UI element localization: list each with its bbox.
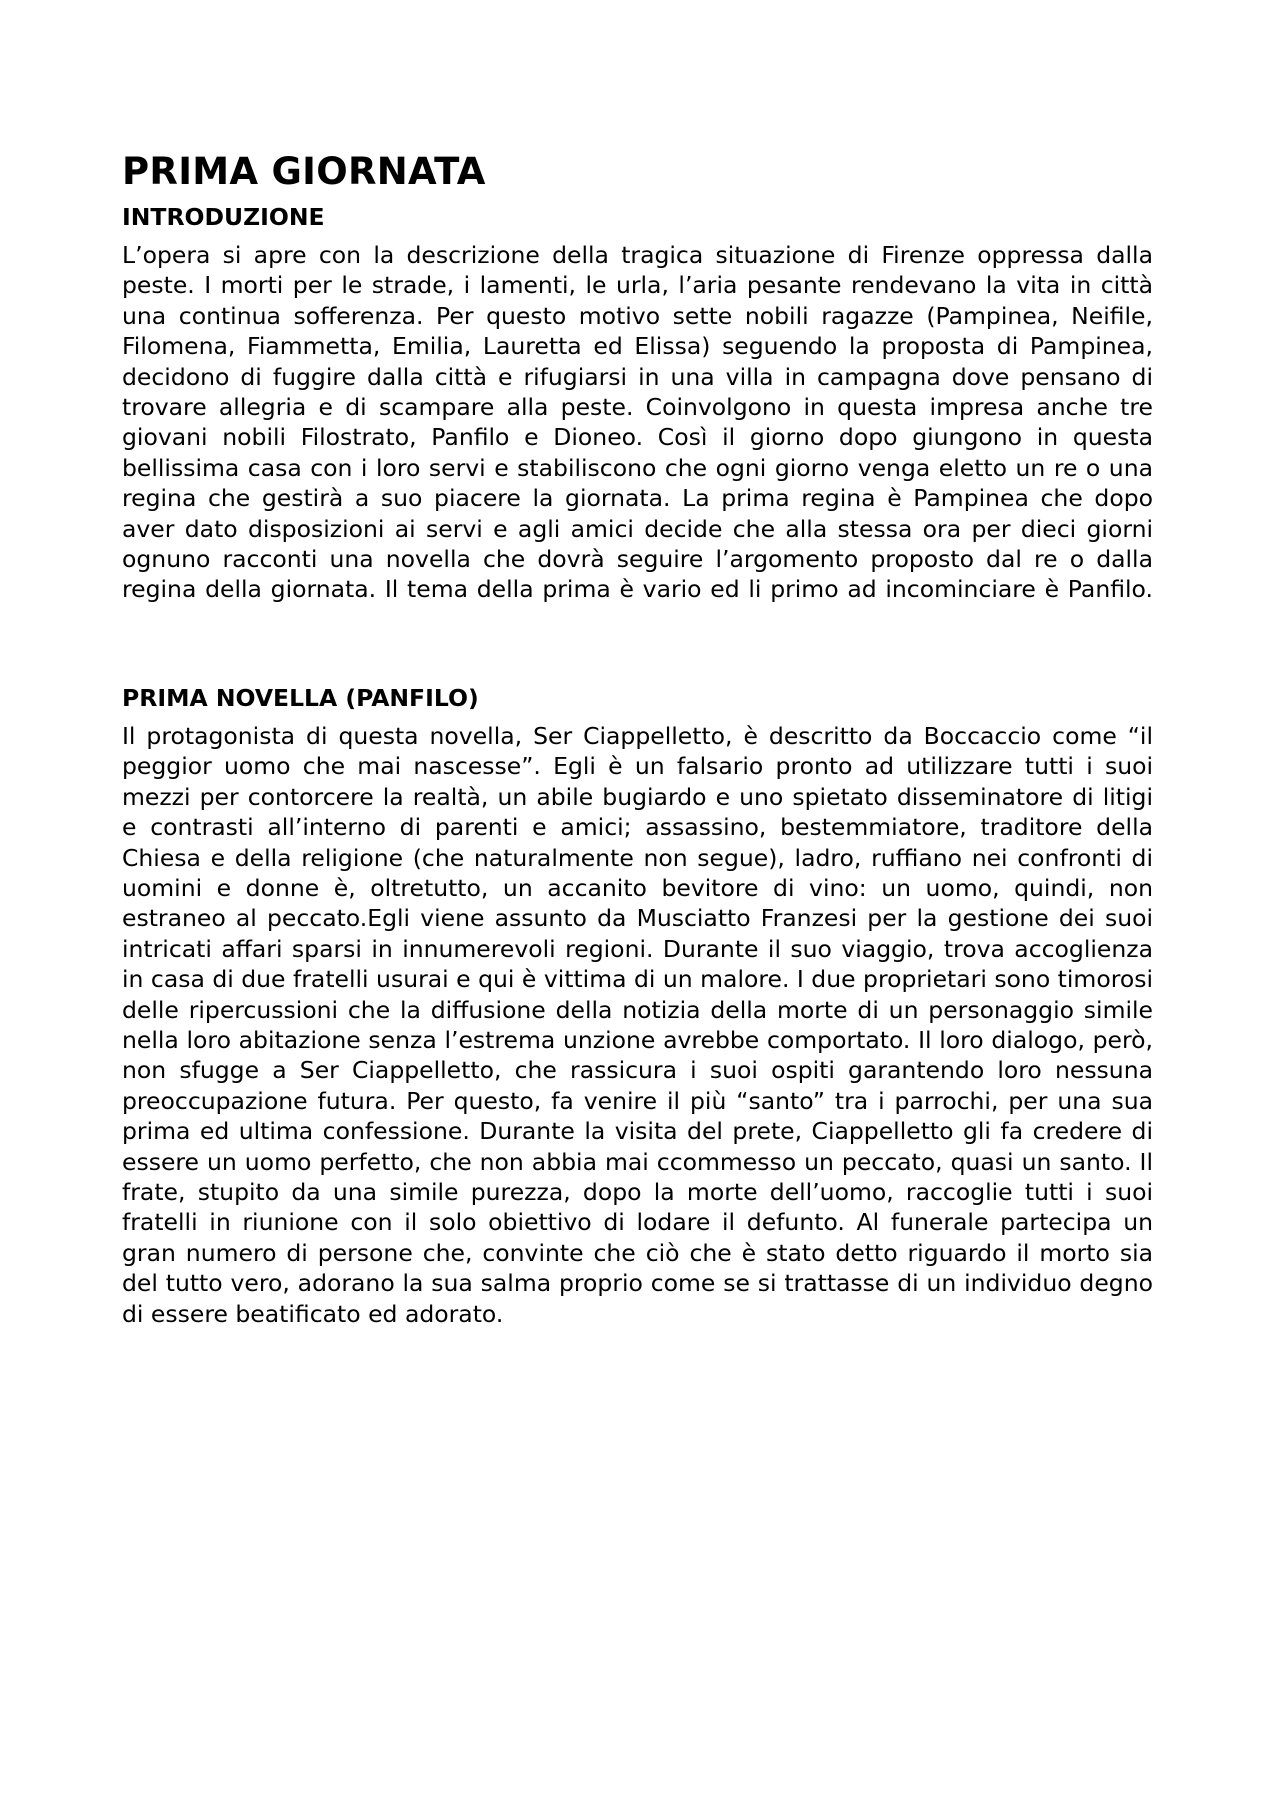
- section-prima-novella: [122, 683, 1153, 1329]
- document-title: PRIMA GIORNATA: [122, 150, 486, 193]
- section-text-introduzione: L’opera si apre con la descrizione della tragica situazione di Firenze oppressa dalla peste. I morti per le strade, i lamenti, le urla, l’aria pesante rendevano la vita in città una continua sofferenza. Per questo motivo sette nobili ragazze (Pampinea, Neifile, Filomena, Fiammetta, Emilia, Lauretta ed Elissa) seguendo la proposta di Pampinea, decidono di fuggire dalla città e rifugiarsi in una villa in campagna dove pensano di trovare allegria e di scampare alla peste. Coinvolgono in questa impresa anche tre giovani nobili Filostrato, Panfilo e Dioneo. Così il giorno dopo giungono in questa bellissima casa con i loro servi e stabiliscono che ogni giorno venga eletto un re o una regina che gestirà a suo piacere la giornata. La prima regina è Pampinea che dopo aver dato disposizioni ai servi e agli amici decide che alla stessa ora per dieci giorni ognuno racconti una novella che dovrà seguire l’argomento proposto dal re o dalla regina della giornata. Il tema della prima è vario ed li primo ad incominciare è Panfilo.: [122, 241, 1153, 604]
- section-heading-prima-novella: PRIMA NOVELLA (PANFILO): [122, 683, 479, 712]
- section-introduzione: [122, 202, 1153, 605]
- section-text-prima-novella: Il protagonista di questa novella, Ser Ciappelletto, è descritto da Boccaccio come “il peggior uomo che mai nascesse”. Egli è un falsario pronto ad utilizzare tutti i suoi mezzi per contorcere la realtà, un abile bugiardo e uno spietato disseminatore di litigi e contrasti all’interno di parenti e amici; assassino, bestemmiatore, traditore della Chiesa e della religione (che naturalmente non segue), ladro, ruffiano nei confronti di uomini e donne è, oltretutto, un accanito bevitore di vino: un uomo, quindi, non estraneo al peccato.Egli viene assunto da Musciatto Franzesi per la gestione dei suoi intricati affari sparsi in innumerevoli regioni. Durante il suo viaggio, trova accoglienza in casa di due fratelli usurai e qui è vittima di un malore. I due proprietari sono timorosi delle ripercussioni che la diffusione della notizia della morte di un personaggio simile nella loro abitazione senza l’estrema unzione avrebbe comportato. Il loro dialogo, però, non sfugge a Ser Ciappelletto, che rassicura i suoi ospiti garantendo loro nessuna preoccupazione futura. Per questo, fa venire il più “santo” tra i parrochi, per una sua prima ed ultima confessione. Durante la visita del prete, Ciappelletto gli fa credere di essere un uomo perfetto, che non abbia mai ccommesso un peccato, quasi un santo. Il frate, stupito da una simile purezza, dopo la morte dell’uomo, raccoglie tutti i suoi fratelli in riunione con il solo obiettivo di lodare il defunto. Al funerale partecipa un gran numero di persone che, convinte che ciò che è stato detto riguardo il morto sia del tutto vero, adorano la sua salma proprio come se si trattasse di un individuo degno di essere beatificato ed adorato.: [122, 721, 1153, 1328]
- section-heading-introduzione: INTRODUZIONE: [122, 203, 325, 231]
- document-page: [122, 148, 1153, 1329]
- section-spacer: [122, 605, 1153, 683]
